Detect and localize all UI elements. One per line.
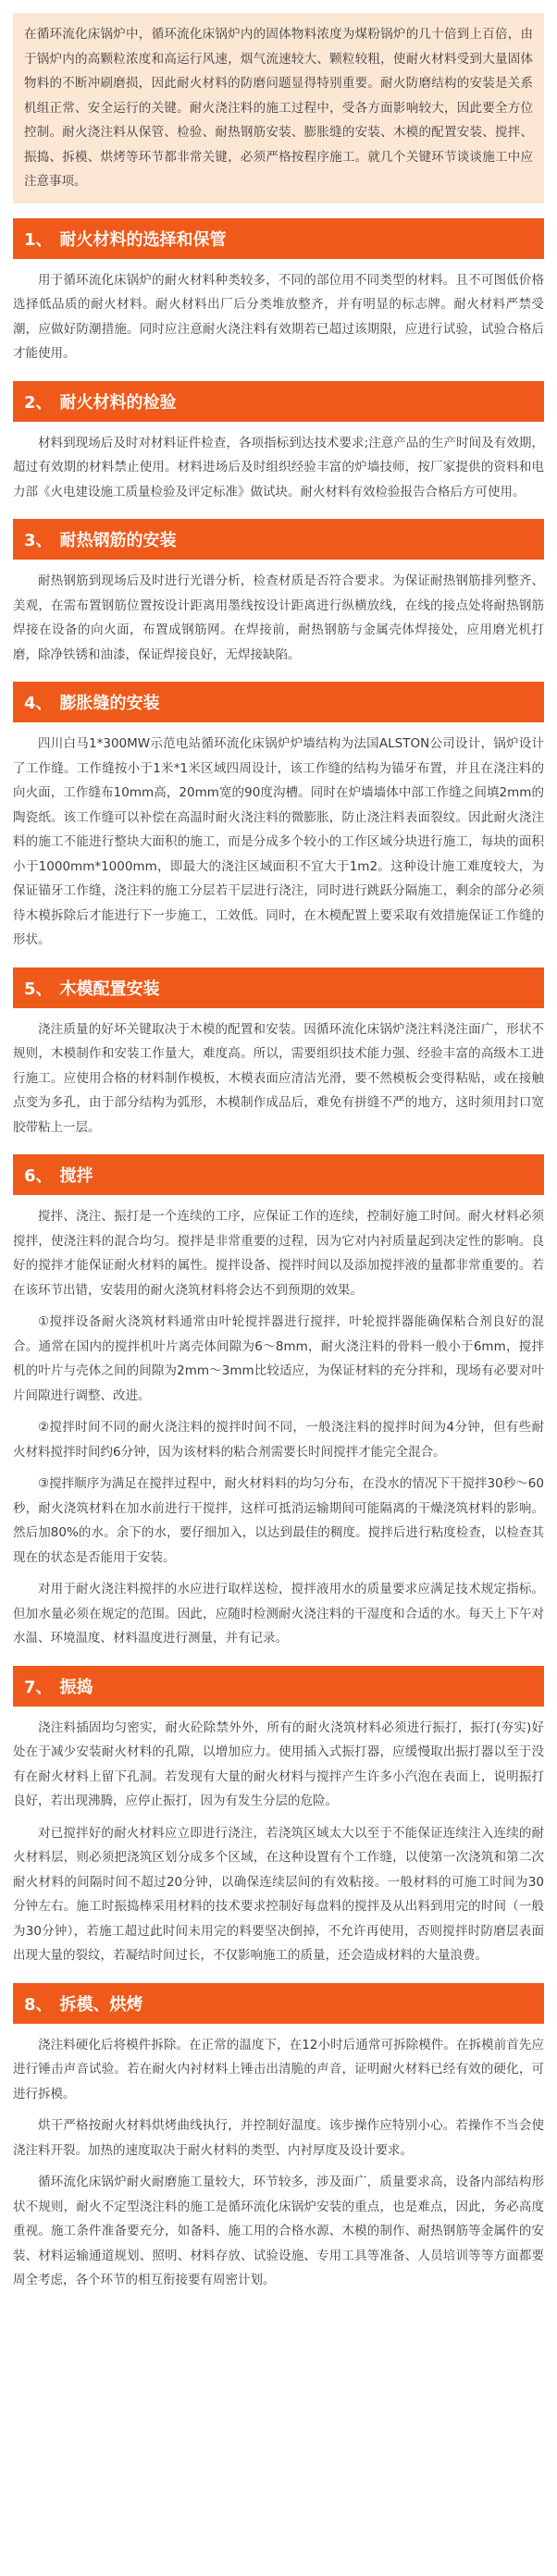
paragraph: 浇注质量的好坏关键取决于木模的配置和安装。因循环流化床锅炉浇注料浇注面广，形状不规则，木模制作和安装工作量大，难度高。所以，需要组织技术能力强、经验丰富的高级木工进行施工。应使用合格的材料制作模板，木模表面应清洁光滑，要不然模板会变得粘贴，或在接触点变为多孔，由于部分结构为弧形，木模制作成品后，难免有拼缝不严的地方，这时须用封口宽胶带粘上一层。 bbox=[13, 1021, 544, 1135]
section-number: 7、 bbox=[24, 1677, 53, 1697]
section-title: 耐热钢筋的安装 bbox=[59, 531, 177, 550]
section-header bbox=[13, 1154, 544, 1195]
paragraph: 浇注料硬化后将模件拆除。在正常的温度下，在12小时后通常可拆除模件。在拆模前首先应进行锤击声音试验。若在耐火内衬材料上锤击出清脆的声音，证明耐火材料已经有效的硬化，可进行拆模。 bbox=[13, 2037, 544, 2101]
section-header bbox=[13, 682, 544, 722]
section-header bbox=[13, 218, 544, 259]
sections-container bbox=[13, 218, 544, 2293]
section-body bbox=[13, 2033, 544, 2293]
section-title: 搅拌 bbox=[59, 1166, 93, 1186]
section-number: 1、 bbox=[24, 229, 53, 250]
section-title: 振捣 bbox=[59, 1677, 93, 1697]
section-title: 膨胀缝的安装 bbox=[59, 694, 160, 713]
paragraph: 四川白马1*300MW示范电站循环流化床锅炉炉墙结构为法国ALSTON公司设计，锅炉设计了工作缝。工作缝按小于1米*1米区域四周设计，该工作缝的结构为锚牙布置，并且在浇注料的向火面，工作缝布10mm高，20mm宽的90度沟槽。同时在炉墙墙体中部工作缝之间填2mm的陶瓷纸。该工作缝可以补偿在高温时耐火浇注料的微膨胀，防止浇注料表面裂纹。因此耐火浇注料的施工不能进行整块大面积的施工，而是分成多个较小的工作区域分块进行施工，每块的面积小于1000mm*1000mm，即最大的浇注区域面积不宜大于1m2。这种设计施工难度较大，为保证锚牙工作缝，浇注料的施工分层若干层进行浇注，同时进行跳跃分隔施工，剩余的部分必须待木模拆除后才能进行下一步施工，工效低。同时，在木模配置上要采取有效措施保证工作缝的形状。 bbox=[13, 736, 544, 947]
section-header bbox=[13, 519, 544, 560]
section-header bbox=[13, 1666, 544, 1707]
section-number: 3、 bbox=[24, 531, 53, 550]
paragraph: 对用于耐火浇注料搅拌的水应进行取样送检，搅拌液用水的质量要求应满足技术规定指标。但加水量必须在规定的范围。因此，应随时检测耐火浇注料的干湿度和合适的水。每天上下午对水温、环境温度、材料温度进行测量，并有记录。 bbox=[13, 1582, 544, 1645]
section-title: 木模配置安装 bbox=[59, 979, 160, 999]
section-body bbox=[13, 1204, 544, 1651]
paragraph: ③搅拌顺序为满足在搅拌过程中，耐火材料料的均匀分布，在没水的情况下干搅拌30秒～60秒，耐火浇筑材料在加水前进行干搅拌，这样可抵消运输期间可能隔离的干燥浇筑材料的影响。然后加80%的水。余下的水，要仔细加入，以达到最佳的稠度。搅拌后进行粘度检查，以检查其现在的状态是否能用于安装。 bbox=[13, 1476, 544, 1565]
section-8 bbox=[13, 1983, 544, 2293]
paragraph: 用于循环流化床锅炉的耐火材料种类较多，不同的部位用不同类型的材料。且不可图低价格选择低品质的耐火材料。耐火材料出厂后分类堆放整齐，并有明显的标志牌。耐火材料严禁受潮，应做好防潮措施。同时应注意耐火浇注料有效期若已超过该期限，应进行试验，试验合格后才能使用。 bbox=[13, 272, 544, 361]
paragraph: 搅拌、浇注、振打是一个连续的工序，应保证工作的连续，控制好施工时间。耐火材料必须搅拌，使浇注料的混合均匀。搅拌是非常重要的过程，因为它对内衬质量起到决定性的影响。良好的搅拌才能保证耐火材料的属性。搅拌设备、搅拌时间以及添加搅拌液的量都非常重要的。若在该环节出错，安装用的耐火浇筑材料将会达不到预期的效果。 bbox=[13, 1209, 544, 1298]
section-body bbox=[13, 431, 544, 505]
paragraph: 浇注料插固均匀密实，耐火砼除禁外外，所有的耐火浇筑材料必须进行振打，振打(夯实)好处在于减少安装耐火材料的孔隙，以增加应力。使用插入式振打器，应缓慢取出振打器以至于没有在耐火材料上留下孔洞。若发现有大量的耐火材料与搅拌产生许多小汽泡在表面上，说明振打良好，若出现沸腾，应停止振打，因为有发生分层的危险。 bbox=[13, 1719, 544, 1808]
paragraph: 对已搅拌好的耐火材料应立即进行浇注，若浇筑区域太大以至于不能保证连续注入连续的耐火材料层，则必须把浇筑区划分成多个区域，在这种设置有个工作缝，以使第一次浇筑和第二次耐火材料的间隔时间不超过20分钟，以确保连续层间的有效粘接。一般材料的可施工时间为30分钟左右。施工时振捣棒采用材料的技术要求控制好每盘料的搅拌及从出料到用完的时间（一般为30分钟），若施工超过此时间未用完的料要坚决倒掉，不允许再使用，否则搅拌时防磨层表面出现大量的裂纹，若凝结时间过长，不仅影响施工的质量，还会造成材料的大量浪费。 bbox=[13, 1825, 544, 1963]
paragraph: 材料到现场后及时对材料证件检查，各项指标到达技术要求;注意产品的生产时间及有效期，超过有效期的材料禁止使用。材料进场后及时组织经验丰富的炉墙技师，按厂家提供的资料和电力部《火电建设施工质量检验及评定标准》做试块。耐火材料有效检验报告合格后方可使用。 bbox=[13, 435, 544, 499]
section-number: 2、 bbox=[24, 392, 53, 413]
section-2 bbox=[13, 381, 544, 505]
section-title: 拆模、烘烤 bbox=[59, 1994, 143, 2015]
paragraph: 耐热钢筋到现场后及时进行光谱分析，检查材质是否符合要求。为保证耐热钢筋排列整齐、美观，在需布置钢筋位置按设计距离用墨线按设计距离进行纵横放线，在线的接点处将耐热钢筋焊接在设备的向火面，布置成钢筋网。在焊接前，耐热钢筋与金属壳体焊接处，应用磨光机打磨，除净铁锈和油漆，保证焊接良好，无焊接缺陷。 bbox=[13, 573, 544, 662]
section-title: 耐火材料的选择和保管 bbox=[59, 229, 227, 250]
section-3 bbox=[13, 519, 544, 667]
section-header bbox=[13, 1983, 544, 2024]
section-1 bbox=[13, 218, 544, 366]
section-header bbox=[13, 381, 544, 422]
section-body bbox=[13, 569, 544, 667]
intro-box bbox=[13, 13, 544, 203]
section-number: 4、 bbox=[24, 694, 53, 713]
paragraph: 循环流化床锅炉耐火耐磨施工量较大，环节较多，涉及面广，质量要求高，设备内部结构形状不规则，耐火不定型浇注料的施工是循环流化床锅炉安装的重点，也是难点，因此，务必高度重视。施工条件准备要充分，如备料、施工用的合格水源、木模的制作、耐热钢筋等金属件的安装、材料运输通道规划、照明、材料存放、试验设施、专用工具等准备、人员培训等等方面都要周全考虑，各个环节的相互衔接要有周密计划。 bbox=[13, 2175, 544, 2287]
section-number: 6、 bbox=[24, 1166, 53, 1186]
section-6 bbox=[13, 1154, 544, 1651]
section-header bbox=[13, 968, 544, 1008]
section-7 bbox=[13, 1666, 544, 1968]
section-body bbox=[13, 1716, 544, 1968]
paragraph: ①搅拌设备耐火浇筑材料通常由叶轮搅拌器进行搅拌，叶轮搅拌器能确保粘合剂良好的混合。通常在国内的搅拌机叶片离壳体间隙为6～8mm，耐火浇注料的骨料一般小于6mm，搅拌机的叶片与壳体之间的间隙为2mm～3mm比较适应，为保证材料的充分拌和，现场有必要对叶片间隙进行调整、改进。 bbox=[13, 1314, 544, 1403]
section-5 bbox=[13, 968, 544, 1140]
section-4 bbox=[13, 682, 544, 953]
paragraph: 烘干严格按耐火材料烘烤曲线执行，并控制好温度。该步操作应特别小心。若操作不当会使浇注料开裂。加热的速度取决于耐火材料的类型、内衬厚度及设计要求。 bbox=[13, 2118, 544, 2158]
section-number: 5、 bbox=[24, 979, 53, 999]
section-body bbox=[13, 1017, 544, 1140]
intro-text: 在循环流化床锅炉中，循环流化床锅炉内的固体物料浓度为煤粉锅炉的几十倍到上百倍，由于锅炉内的高颗粒浓度和高运行风速，烟气流速较大、颗粒较粗，使耐火材料受到大量固体物料的不断冲刷磨损，因此耐火材料的防磨问题显得特别重要。耐火防磨结构的安装是关系机组正常、安全运行的关键。耐火浇注料的施工过程中，受各方面影响较大，因此要全方位控制。耐火浇注料从保管、检验、耐热钢筋安装、膨胀缝的安装、木模的配置安装、搅拌、振捣、拆模、烘烤等环节都非常关键，必须严格按程序施工。就几个关键环节谈谈施工中应注意事项。 bbox=[24, 27, 533, 189]
section-body bbox=[13, 732, 544, 953]
section-title: 耐火材料的检验 bbox=[59, 392, 177, 413]
section-body bbox=[13, 268, 544, 366]
paragraph: ②搅拌时间不同的耐火浇注料的搅拌时间不同，一般浇注料的搅拌时间为4分钟，但有些耐火材料搅拌时间约6分钟，因为该材料的粘合剂需要长时间搅拌才能完全混合。 bbox=[13, 1420, 544, 1460]
section-number: 8、 bbox=[24, 1994, 53, 2015]
